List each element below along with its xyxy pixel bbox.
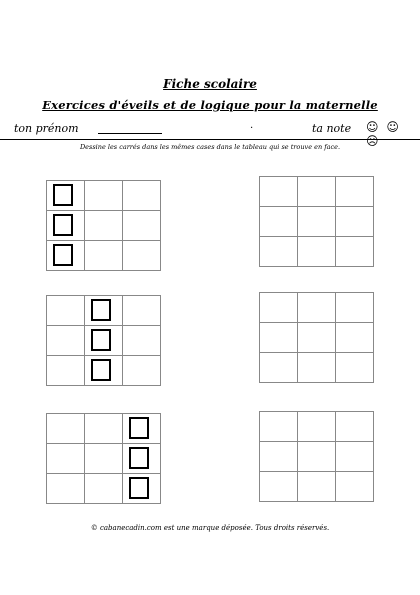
grid-cell[interactable]	[260, 293, 298, 323]
grid-cell[interactable]	[336, 353, 374, 383]
grid-cell	[85, 296, 123, 326]
answer-grid-1[interactable]	[259, 176, 374, 267]
grid-cell	[85, 241, 123, 271]
grid-cell[interactable]	[260, 353, 298, 383]
grid-cell	[85, 211, 123, 241]
grid-cell	[47, 326, 85, 356]
grid-cell[interactable]	[298, 353, 336, 383]
square-mark	[91, 299, 111, 321]
header-rule	[0, 139, 420, 140]
grid-cell	[85, 326, 123, 356]
grid-cell	[123, 474, 161, 504]
model-grid-3	[46, 413, 161, 504]
grid-cell	[85, 181, 123, 211]
grid-cell	[123, 444, 161, 474]
grid-cell[interactable]	[260, 323, 298, 353]
grid-cell[interactable]	[260, 177, 298, 207]
grid-cell	[123, 181, 161, 211]
grid-cell[interactable]	[336, 237, 374, 267]
grid-cell[interactable]	[336, 323, 374, 353]
grid-cell[interactable]	[298, 442, 336, 472]
grid-cell	[47, 296, 85, 326]
grid-cell	[123, 414, 161, 444]
answer-grid-2[interactable]	[259, 292, 374, 383]
grid-cell[interactable]	[298, 207, 336, 237]
grid-cell	[47, 181, 85, 211]
grid-cell[interactable]	[336, 442, 374, 472]
square-mark	[129, 447, 149, 469]
grid-cell	[123, 296, 161, 326]
grid-cell[interactable]	[298, 237, 336, 267]
grid-cell	[123, 356, 161, 386]
model-grid-1	[46, 180, 161, 271]
separator-dot: .	[250, 120, 254, 131]
grid-cell[interactable]	[336, 293, 374, 323]
square-mark	[91, 329, 111, 351]
grid-cell	[85, 474, 123, 504]
instruction-text: Dessine les carrés dans les mêmes cases dans le tableau qui se trouve en face.	[79, 143, 341, 151]
page-title: Fiche scolaire	[163, 77, 257, 91]
grid-cell	[47, 211, 85, 241]
grid-cell	[47, 356, 85, 386]
grid-cell[interactable]	[298, 472, 336, 502]
grid-cell	[47, 474, 85, 504]
grid-cell[interactable]	[260, 237, 298, 267]
grid-cell[interactable]	[298, 293, 336, 323]
grid-cell	[123, 241, 161, 271]
name-label: ton prénom	[14, 122, 79, 135]
grid-cell	[85, 414, 123, 444]
model-grid-2	[46, 295, 161, 386]
square-mark	[129, 477, 149, 499]
grid-cell[interactable]	[298, 412, 336, 442]
grid-cell	[85, 356, 123, 386]
answer-grid-3[interactable]	[259, 411, 374, 502]
square-mark	[129, 417, 149, 439]
name-line	[98, 133, 162, 134]
grid-cell[interactable]	[336, 472, 374, 502]
grid-cell	[123, 326, 161, 356]
grid-cell[interactable]	[260, 442, 298, 472]
square-mark	[53, 244, 73, 266]
grid-cell[interactable]	[260, 472, 298, 502]
grid-cell[interactable]	[260, 207, 298, 237]
grid-cell[interactable]	[298, 177, 336, 207]
square-mark	[91, 359, 111, 381]
grid-cell[interactable]	[260, 412, 298, 442]
grid-cell	[85, 444, 123, 474]
grid-cell[interactable]	[336, 207, 374, 237]
note-label: ta note	[312, 122, 352, 135]
grid-cell	[47, 444, 85, 474]
grid-cell	[47, 241, 85, 271]
grid-cell[interactable]	[298, 323, 336, 353]
square-mark	[53, 214, 73, 236]
grid-cell	[47, 414, 85, 444]
page-subtitle: Exercices d'éveils et de logique pour la maternelle	[42, 98, 378, 112]
grid-cell	[123, 211, 161, 241]
footer-copyright: © cabanecadin.com est une marque déposée. Tous droits réservés.	[90, 524, 330, 532]
grid-cell[interactable]	[336, 177, 374, 207]
smiley-icons: ☺ ☺ ☹	[366, 120, 401, 148]
grid-cell[interactable]	[336, 412, 374, 442]
square-mark	[53, 184, 73, 206]
